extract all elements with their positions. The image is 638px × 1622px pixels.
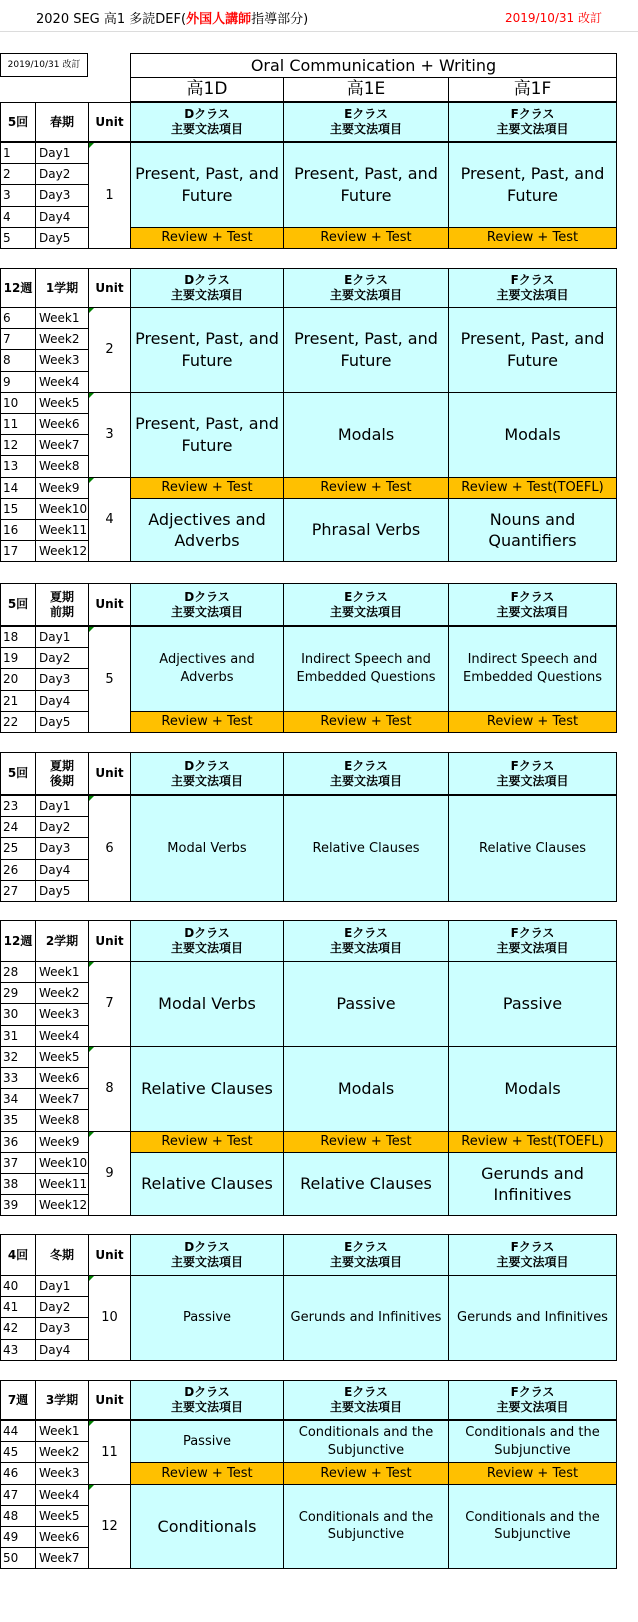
lesson-number: 29 — [0, 982, 36, 1004]
lesson-number: 14 — [0, 477, 36, 499]
column-header-d: Dクラス 主要文法項目 — [130, 268, 284, 308]
lesson-number: 19 — [0, 647, 36, 669]
section-count: 5回 — [0, 583, 36, 626]
lesson-number: 3 — [0, 184, 36, 206]
lesson-number: 16 — [0, 519, 36, 541]
lesson-number: 28 — [0, 961, 36, 983]
grammar-topic-f: Nouns and Quantifiers — [448, 498, 617, 563]
column-header-e: Eクラス 主要文法項目 — [283, 583, 449, 626]
grammar-topic-e: Present, Past, and Future — [283, 307, 449, 393]
lesson-number: 36 — [0, 1131, 36, 1153]
lesson-number: 1 — [0, 142, 36, 164]
lesson-number: 23 — [0, 795, 36, 817]
lesson-number: 38 — [0, 1173, 36, 1195]
lesson-number: 9 — [0, 371, 36, 393]
grammar-topic-f: Present, Past, and Future — [448, 307, 617, 393]
unit-header: Unit — [88, 1380, 131, 1420]
cell-marker — [89, 1485, 94, 1490]
cell-marker — [89, 962, 94, 967]
lesson-day: Week3 — [35, 349, 89, 371]
review-test-e: Review + Test — [283, 477, 449, 499]
lesson-day: Day2 — [35, 816, 89, 838]
lesson-number: 6 — [0, 307, 36, 329]
grammar-topic-e: Present, Past, and Future — [283, 142, 449, 228]
column-header-e: Eクラス 主要文法項目 — [283, 102, 449, 142]
grammar-topic-d: Modal Verbs — [130, 961, 284, 1047]
lesson-number: 48 — [0, 1505, 36, 1527]
section-term: 春期 — [35, 102, 89, 142]
column-header-d: Dクラス 主要文法項目 — [130, 1380, 284, 1420]
lesson-number: 7 — [0, 328, 36, 350]
unit-header: Unit — [88, 752, 131, 795]
column-header-e: Eクラス 主要文法項目 — [283, 1234, 449, 1276]
lesson-day: Week11 — [35, 519, 89, 541]
lesson-day: Week5 — [35, 1046, 89, 1068]
unit-number: 8 — [88, 1046, 131, 1132]
unit-number: 3 — [88, 392, 131, 478]
lesson-day: Week4 — [35, 371, 89, 393]
review-test-d: Review + Test — [130, 477, 284, 499]
lesson-number: 4 — [0, 206, 36, 228]
review-test-f: Review + Test — [448, 227, 617, 249]
section-term: 冬期 — [35, 1234, 89, 1276]
grammar-topic-d: Relative Clauses — [130, 1152, 284, 1217]
section-term: 2学期 — [35, 920, 89, 962]
lesson-day: Week6 — [35, 1067, 89, 1089]
section-term: 1学期 — [35, 268, 89, 308]
lesson-number: 41 — [0, 1296, 36, 1318]
review-test-f: Review + Test — [448, 711, 617, 733]
unit-number: 7 — [88, 961, 131, 1047]
lesson-day: Week7 — [35, 1088, 89, 1110]
section-term: 夏期 後期 — [35, 752, 89, 795]
lesson-day: Day4 — [35, 690, 89, 712]
lesson-number: 12 — [0, 434, 36, 456]
document-title — [36, 8, 308, 27]
column-header-d: Dクラス 主要文法項目 — [130, 583, 284, 626]
lesson-number: 10 — [0, 392, 36, 414]
section-count: 5回 — [0, 752, 36, 795]
revision-date: 2019/10/31 改訂 — [505, 11, 602, 25]
review-test-e: Review + Test — [283, 1131, 449, 1153]
section-count: 12週 — [0, 920, 36, 962]
lesson-number: 34 — [0, 1088, 36, 1110]
grammar-topic-e: Relative Clauses — [283, 1152, 449, 1217]
lesson-number: 43 — [0, 1339, 36, 1361]
unit-header: Unit — [88, 1234, 131, 1276]
grammar-topic-e: Conditionals and the Subjunctive — [283, 1420, 449, 1463]
review-test-d: Review + Test — [130, 1131, 284, 1153]
lesson-day: Day3 — [35, 1317, 89, 1339]
grammar-topic-d: Relative Clauses — [130, 1046, 284, 1132]
lesson-number: 8 — [0, 349, 36, 371]
column-header-e: Eクラス 主要文法項目 — [283, 1380, 449, 1420]
column-header-f: Fクラス 主要文法項目 — [448, 920, 617, 962]
grammar-topic-f: Modals — [448, 1046, 617, 1132]
lesson-day: Week1 — [35, 307, 89, 329]
lesson-day: Week3 — [35, 1462, 89, 1484]
grammar-topic-d: Adjectives and Adverbs — [130, 498, 284, 563]
lesson-number: 30 — [0, 1003, 36, 1025]
class-header-d: 高1D — [130, 77, 284, 102]
column-header-f: Fクラス 主要文法項目 — [448, 102, 617, 142]
review-test-d: Review + Test — [130, 1462, 284, 1484]
lesson-day: Week1 — [35, 1420, 89, 1442]
lesson-day: Week7 — [35, 434, 89, 456]
lesson-number: 35 — [0, 1109, 36, 1131]
section-count: 7週 — [0, 1380, 36, 1420]
grammar-topic-e: Conditionals and the Subjunctive — [283, 1484, 449, 1570]
lesson-day: Day5 — [35, 227, 89, 249]
lesson-number: 25 — [0, 837, 36, 859]
column-header-d: Dクラス 主要文法項目 — [130, 752, 284, 795]
unit-number: 6 — [88, 795, 131, 902]
section-term: 夏期 前期 — [35, 583, 89, 626]
lesson-number: 24 — [0, 816, 36, 838]
grammar-topic-f: Passive — [448, 961, 617, 1047]
lesson-day: Week2 — [35, 328, 89, 350]
review-test-f: Review + Test — [448, 1462, 617, 1484]
unit-number: 5 — [88, 626, 131, 733]
lesson-day: Week5 — [35, 1505, 89, 1527]
cell-marker — [89, 796, 94, 801]
grammar-topic-f: Conditionals and the Subjunctive — [448, 1484, 617, 1570]
cell-marker — [89, 393, 94, 398]
review-test-d: Review + Test — [130, 711, 284, 733]
grammar-topic-f: Present, Past, and Future — [448, 142, 617, 228]
grammar-topic-f: Indirect Speech and Embedded Questions — [448, 626, 617, 712]
grammar-topic-d: Passive — [130, 1275, 284, 1361]
section-count: 12週 — [0, 268, 36, 308]
lesson-day: Week10 — [35, 498, 89, 520]
lesson-day: Week1 — [35, 961, 89, 983]
column-header-e: Eクラス 主要文法項目 — [283, 752, 449, 795]
lesson-number: 42 — [0, 1317, 36, 1339]
lesson-number: 26 — [0, 859, 36, 881]
lesson-day: Day3 — [35, 837, 89, 859]
lesson-number: 18 — [0, 626, 36, 648]
grammar-topic-d: Present, Past, and Future — [130, 142, 284, 228]
grammar-topic-d: Present, Past, and Future — [130, 307, 284, 393]
lesson-day: Week7 — [35, 1547, 89, 1569]
unit-number: 1 — [88, 142, 131, 249]
lesson-day: Day4 — [35, 1339, 89, 1361]
lesson-day: Week6 — [35, 413, 89, 435]
lesson-number: 49 — [0, 1526, 36, 1548]
unit-number: 2 — [88, 307, 131, 393]
lesson-day: Day3 — [35, 668, 89, 690]
program-title: Oral Communication + Writing — [130, 53, 617, 78]
review-test-e: Review + Test — [283, 227, 449, 249]
grammar-topic-e: Modals — [283, 392, 449, 478]
lesson-number: 50 — [0, 1547, 36, 1569]
grammar-topic-e: Relative Clauses — [283, 795, 449, 902]
grammar-topic-f: Conditionals and the Subjunctive — [448, 1420, 617, 1463]
lesson-number: 40 — [0, 1275, 36, 1297]
title-highlight: 外国人講師 — [186, 12, 252, 27]
revision-label: 2019/10/31 改訂 — [0, 53, 88, 77]
review-test-e: Review + Test — [283, 1462, 449, 1484]
unit-number: 10 — [88, 1275, 131, 1361]
cell-marker — [89, 143, 94, 148]
review-test-e: Review + Test — [283, 711, 449, 733]
unit-number: 12 — [88, 1484, 131, 1570]
lesson-number: 15 — [0, 498, 36, 520]
lesson-day: Week8 — [35, 1109, 89, 1131]
lesson-number: 20 — [0, 668, 36, 690]
review-test-f: Review + Test(TOEFL) — [448, 477, 617, 499]
class-header-f: 高1F — [448, 77, 617, 102]
column-header-f: Fクラス 主要文法項目 — [448, 752, 617, 795]
lesson-number: 21 — [0, 690, 36, 712]
lesson-number: 45 — [0, 1441, 36, 1463]
grammar-topic-f: Modals — [448, 392, 617, 478]
lesson-day: Day4 — [35, 206, 89, 228]
lesson-day: Week11 — [35, 1173, 89, 1195]
lesson-number: 33 — [0, 1067, 36, 1089]
grammar-topic-f: Relative Clauses — [448, 795, 617, 902]
column-header-f: Fクラス 主要文法項目 — [448, 1380, 617, 1420]
lesson-day: Day5 — [35, 711, 89, 733]
grammar-topic-e: Gerunds and Infinitives — [283, 1275, 449, 1361]
lesson-day: Week6 — [35, 1526, 89, 1548]
lesson-number: 44 — [0, 1420, 36, 1442]
lesson-day: Day1 — [35, 795, 89, 817]
lesson-day: Day1 — [35, 626, 89, 648]
cell-marker — [89, 1421, 94, 1426]
lesson-number: 31 — [0, 1025, 36, 1047]
unit-number: 4 — [88, 477, 131, 563]
unit-number: 11 — [88, 1420, 131, 1485]
lesson-number: 47 — [0, 1484, 36, 1506]
grammar-topic-d: Conditionals — [130, 1484, 284, 1570]
lesson-day: Week12 — [35, 540, 89, 562]
column-header-f: Fクラス 主要文法項目 — [448, 1234, 617, 1276]
column-header-e: Eクラス 主要文法項目 — [283, 920, 449, 962]
lesson-number: 46 — [0, 1462, 36, 1484]
lesson-number: 22 — [0, 711, 36, 733]
column-header-f: Fクラス 主要文法項目 — [448, 583, 617, 626]
grammar-topic-f: Gerunds and Infinitives — [448, 1152, 617, 1217]
grammar-topic-e: Modals — [283, 1046, 449, 1132]
lesson-day: Week9 — [35, 477, 89, 499]
lesson-number: 5 — [0, 227, 36, 249]
lesson-day: Week10 — [35, 1152, 89, 1174]
lesson-number: 27 — [0, 880, 36, 902]
unit-header: Unit — [88, 920, 131, 962]
lesson-number: 17 — [0, 540, 36, 562]
section-term: 3学期 — [35, 1380, 89, 1420]
lesson-day: Day3 — [35, 184, 89, 206]
unit-header: Unit — [88, 583, 131, 626]
cell-marker — [89, 1047, 94, 1052]
grammar-topic-d: Adjectives and Adverbs — [130, 626, 284, 712]
grammar-topic-e: Passive — [283, 961, 449, 1047]
lesson-number: 2 — [0, 163, 36, 185]
cell-marker — [89, 627, 94, 632]
column-header-f: Fクラス 主要文法項目 — [448, 268, 617, 308]
grammar-topic-f: Gerunds and Infinitives — [448, 1275, 617, 1361]
lesson-number: 11 — [0, 413, 36, 435]
grammar-topic-e: Indirect Speech and Embedded Questions — [283, 626, 449, 712]
cell-marker — [89, 478, 94, 483]
lesson-day: Day2 — [35, 163, 89, 185]
class-header-e: 高1E — [283, 77, 449, 102]
lesson-number: 39 — [0, 1194, 36, 1216]
lesson-number: 32 — [0, 1046, 36, 1068]
lesson-day: Week3 — [35, 1003, 89, 1025]
section-count: 4回 — [0, 1234, 36, 1276]
lesson-day: Week9 — [35, 1131, 89, 1153]
lesson-number: 37 — [0, 1152, 36, 1174]
lesson-day: Day4 — [35, 859, 89, 881]
lesson-day: Week12 — [35, 1194, 89, 1216]
column-header-e: Eクラス 主要文法項目 — [283, 268, 449, 308]
lesson-day: Week4 — [35, 1484, 89, 1506]
lesson-day: Week8 — [35, 455, 89, 477]
lesson-day: Week2 — [35, 982, 89, 1004]
lesson-day: Week4 — [35, 1025, 89, 1047]
column-header-d: Dクラス 主要文法項目 — [130, 102, 284, 142]
column-header-d: Dクラス 主要文法項目 — [130, 1234, 284, 1276]
cell-marker — [89, 1132, 94, 1137]
unit-number: 9 — [88, 1131, 131, 1217]
title-suffix: 指導部分) — [251, 12, 309, 27]
title-main: 2020 SEG 高1 多読DEF( — [36, 12, 187, 27]
grammar-topic-e: Phrasal Verbs — [283, 498, 449, 563]
lesson-day: Week5 — [35, 392, 89, 414]
review-test-d: Review + Test — [130, 227, 284, 249]
cell-marker — [89, 1276, 94, 1281]
lesson-day: Week2 — [35, 1441, 89, 1463]
grammar-topic-d: Passive — [130, 1420, 284, 1463]
lesson-day: Day1 — [35, 142, 89, 164]
column-header-d: Dクラス 主要文法項目 — [130, 920, 284, 962]
lesson-day: Day5 — [35, 880, 89, 902]
lesson-day: Day1 — [35, 1275, 89, 1297]
lesson-day: Day2 — [35, 647, 89, 669]
review-test-f: Review + Test(TOEFL) — [448, 1131, 617, 1153]
lesson-day: Day2 — [35, 1296, 89, 1318]
lesson-number: 13 — [0, 455, 36, 477]
unit-header: Unit — [88, 102, 131, 142]
cell-marker — [89, 308, 94, 313]
section-count: 5回 — [0, 102, 36, 142]
grammar-topic-d: Modal Verbs — [130, 795, 284, 902]
unit-header: Unit — [88, 268, 131, 308]
grammar-topic-d: Present, Past, and Future — [130, 392, 284, 478]
